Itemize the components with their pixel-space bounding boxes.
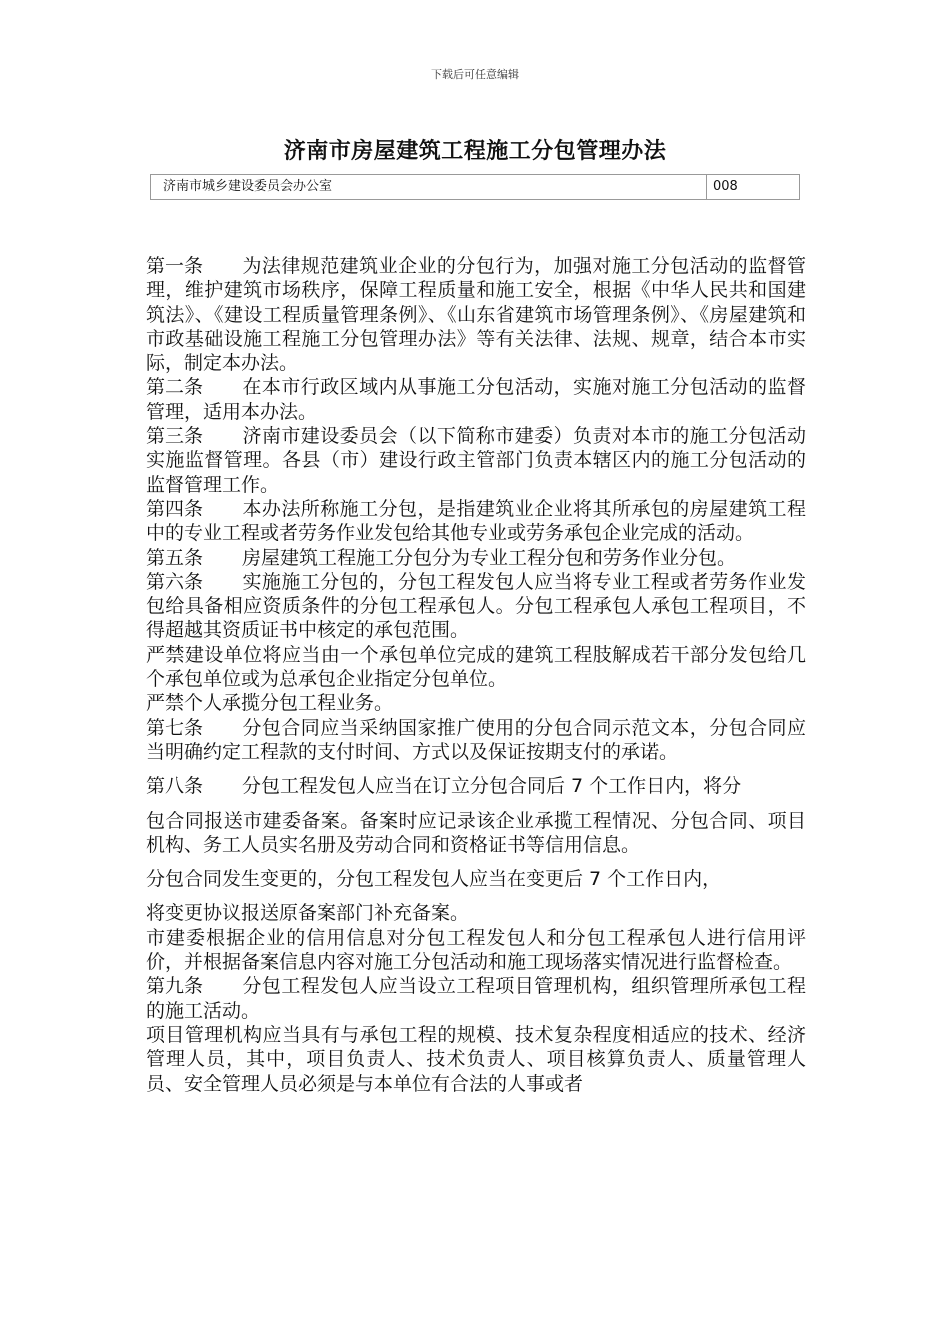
- article-8-paragraph-2: 分包合同发生变更的，分包工程发包人应当在变更后 7 个工作日内，: [146, 868, 722, 891]
- article-9: [146, 974, 806, 1023]
- article-label: 第三条: [146, 425, 204, 448]
- article-7: [146, 716, 806, 765]
- article-6-paragraph-3: 严禁个人承揽分包工程业务。: [146, 692, 394, 715]
- article-8: [146, 774, 806, 798]
- article-8-paragraph-2-continuation: 将变更协议报送原备案部门补充备案。: [146, 902, 470, 925]
- article-9-paragraph-2: 项目管理机构应当具有与承包工程的规模、技术复杂程度相适应的技术、经济管理人员，其中，项目负责人、技术负责人、项目核算负责人、质量管理人员、安全管理人员必须是与本单位有合法的人事或者: [146, 1023, 806, 1095]
- article-text: 分包合同应当采纳国家推广使用的分包合同示范文本，分包合同应当明确约定工程款的支付时间、方式以及保证按期支付的承诺。: [146, 716, 806, 763]
- article-1: [146, 254, 806, 375]
- article-text: 在本市行政区域内从事施工分包活动，实施对施工分包活动的监督管理，适用本办法。: [146, 376, 806, 423]
- article-label: 第七条: [146, 716, 204, 739]
- article-label: 第四条: [146, 497, 204, 520]
- document-number: 008: [713, 179, 738, 194]
- article-8-paragraph-3: 市建委根据企业的信用信息对分包工程发包人和分包工程承包人进行信用评价，并根据备案信息内容对施工分包活动和施工现场落实情况进行监督检查。: [146, 926, 806, 974]
- article-label: 第五条: [146, 546, 204, 569]
- article-8-continuation: 包合同报送市建委备案。备案时应记录该企业承揽工程情况、分包合同、项目机构、务工人员实名册及劳动合同和资格证书等信用信息。: [146, 809, 806, 856]
- article-text: 为法律规范建筑业企业的分包行为，加强对施工分包活动的监督管理，维护建筑市场秩序，保障工程质量和施工安全，根据《中华人民共和国建筑法》、《建设工程质量管理条例》、《山东省建筑市场管理条例》、《房屋建筑和市政基础设施工程施工分包管理办法》等有关法律、法规、规章，结合本市实际，制定本办法。: [146, 255, 806, 375]
- article-3: [146, 424, 806, 497]
- article-label: 第一条: [146, 255, 204, 277]
- article-text: 房屋建筑工程施工分包分为专业工程分包和劳务作业分包。: [242, 546, 737, 569]
- article-6-paragraph-2: 严禁建设单位将应当由一个承包单位完成的建筑工程肢解成若干部分发包给几个承包单位或为总承包企业指定分包单位。: [146, 643, 806, 691]
- document-title: 济南市房屋建筑工程施工分包管理办法: [283, 139, 667, 164]
- document-meta-table: [150, 174, 800, 200]
- article-text: 济南市建设委员会（以下简称市建委）负责对本市的施工分包活动实施监督管理。各县（市）建设行政主管部门负责本辖区内的施工分包活动的监督管理工作。: [146, 425, 806, 496]
- article-text: 分包工程发包人应当设立工程项目管理机构，组织管理所承包工程的施工活动。: [146, 975, 806, 1022]
- issuing-organization: 济南市城乡建设委员会办公室: [151, 175, 707, 199]
- article-text: 本办法所称施工分包，是指建筑业企业将其所承包的房屋建筑工程中的专业工程或者劳务作业发包给其他专业或劳务承包企业完成的活动。: [146, 497, 806, 545]
- article-5: [146, 546, 806, 570]
- article-text: 分包工程发包人应当在订立分包合同后 7 个工作日内，将分: [242, 775, 742, 798]
- article-6: [146, 570, 806, 643]
- article-label: 第九条: [146, 975, 204, 998]
- article-text: 实施施工分包的，分包工程发包人应当将专业工程或者劳务作业发包给具备相应资质条件的分包工程承包人。分包工程承包人承包工程项目，不得超越其资质证书中核定的承包范围。: [146, 570, 806, 642]
- document-body: [146, 254, 806, 1096]
- page-header-note: 下载后可任意编辑: [431, 68, 519, 81]
- article-label: 第六条: [146, 570, 204, 593]
- article-4: [146, 497, 806, 546]
- article-label: 第八条: [146, 775, 204, 798]
- article-2: [146, 375, 806, 424]
- article-label: 第二条: [146, 376, 204, 399]
